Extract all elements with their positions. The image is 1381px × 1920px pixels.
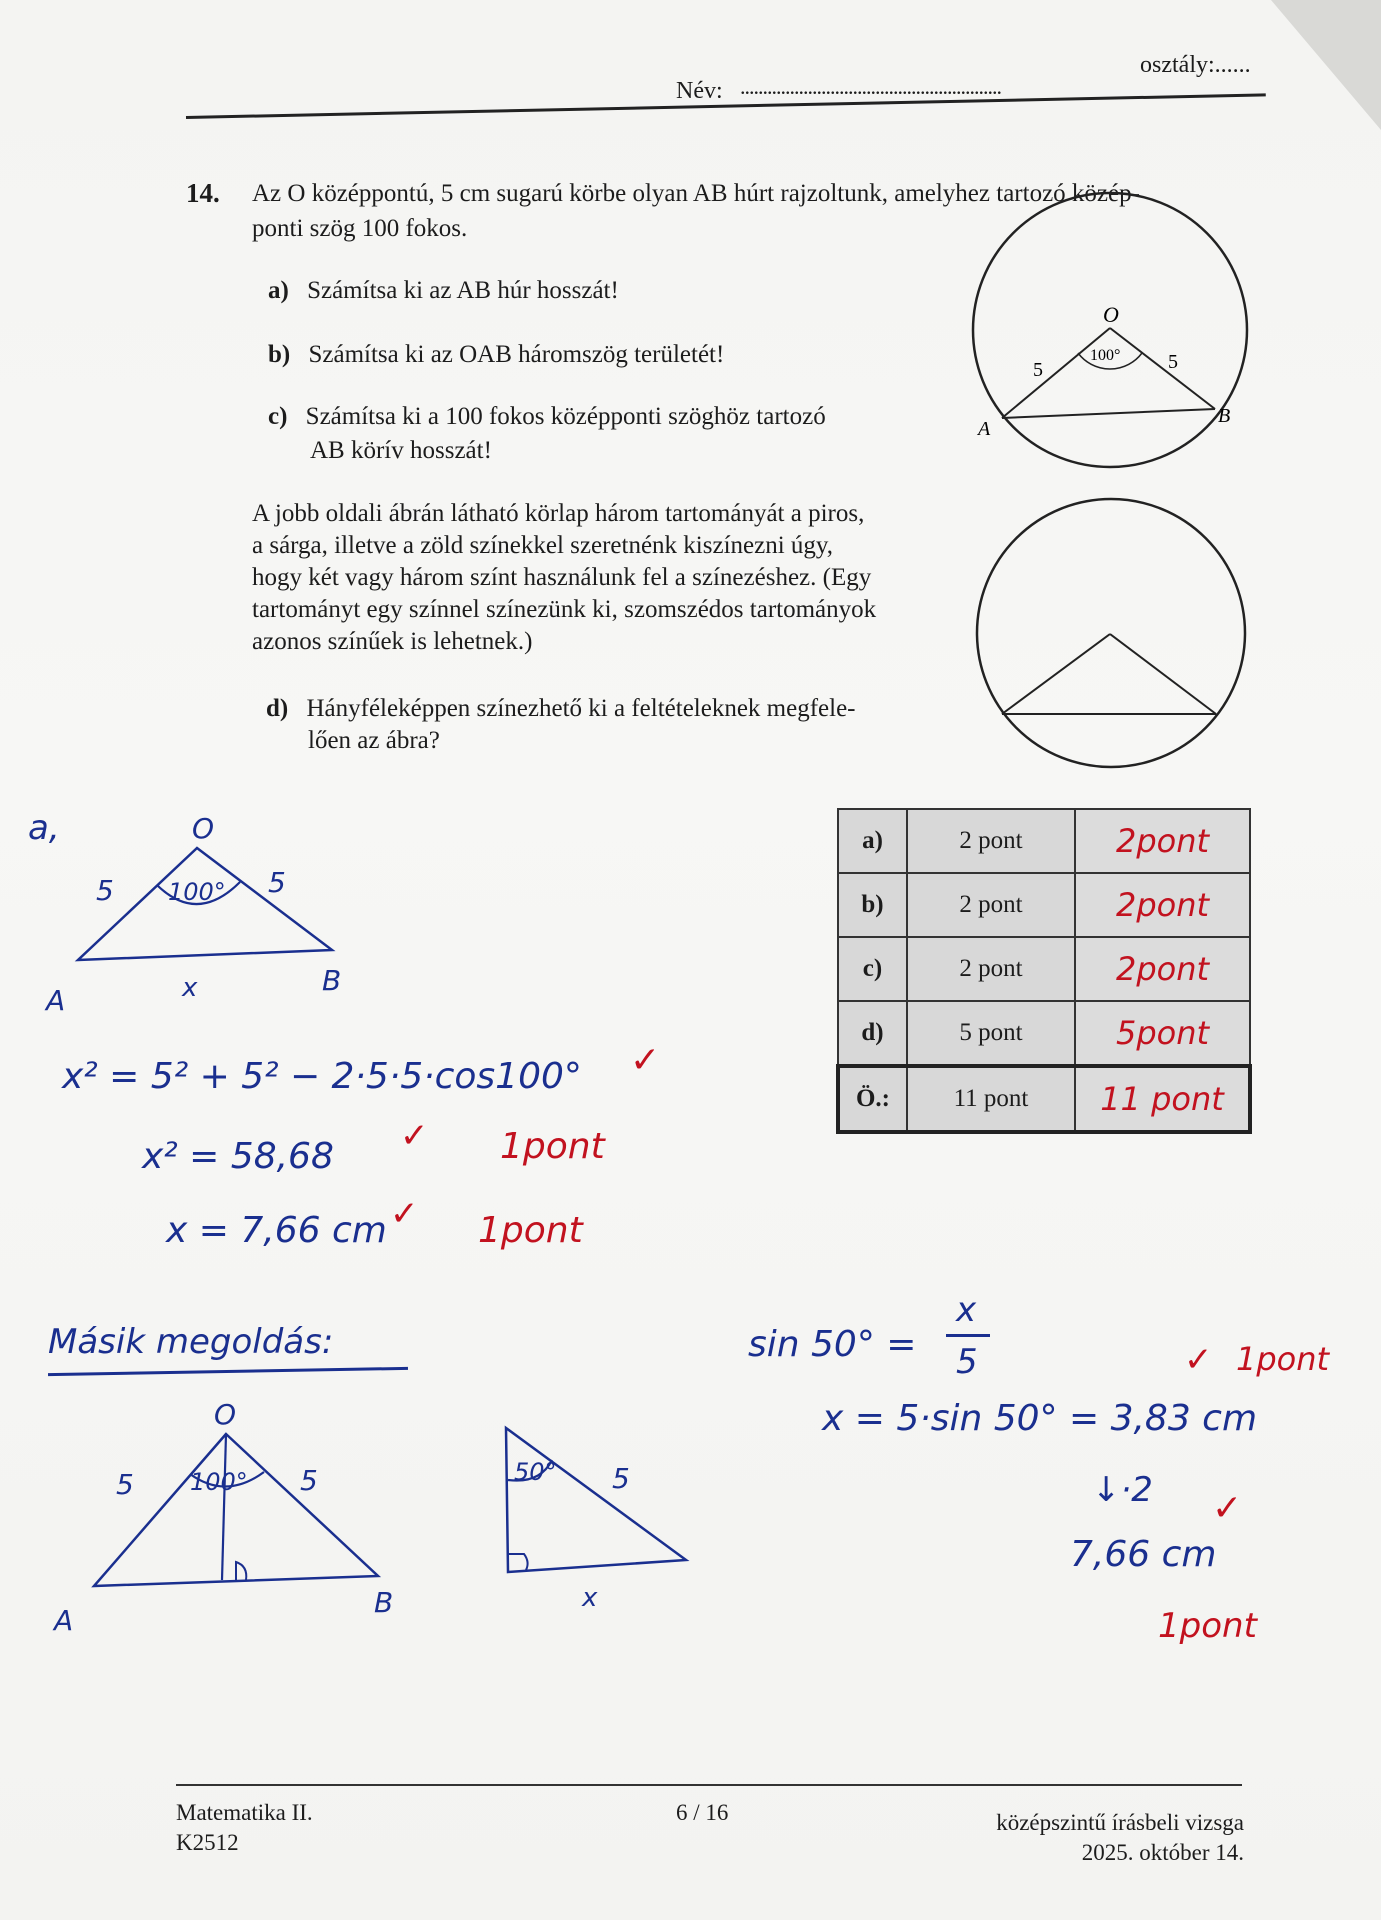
- tri2-altitude: [222, 1434, 226, 1580]
- part-d-text-2: lően az ábra?: [308, 727, 440, 754]
- tri3-outline: [506, 1428, 686, 1572]
- figure2-side-right: [1110, 634, 1216, 714]
- score-row-awarded: 2pont: [1115, 822, 1210, 860]
- footer-code: K2512: [176, 1830, 239, 1855]
- tri3-x: x: [582, 1583, 598, 1610]
- score-row-points: 5 pont: [907, 1001, 1075, 1066]
- part-b-text: Számítsa ki az OAB háromszög területét!: [308, 341, 725, 368]
- footer-right: [900, 1808, 1244, 1868]
- footer-subject: Matematika II.: [176, 1800, 313, 1825]
- circle-figure-2: [966, 494, 1256, 772]
- part-c: [268, 400, 826, 434]
- part-d-label: d): [266, 695, 289, 722]
- score-table: [836, 808, 1252, 1134]
- score-row: [838, 1001, 1250, 1066]
- hand-eq-3: x = 7,66 cm: [166, 1210, 387, 1251]
- tri1-a: A: [46, 984, 66, 1017]
- tri1-o: O: [192, 812, 215, 845]
- hand-eq-2: x² = 58,68: [142, 1136, 334, 1177]
- figure1-o: O: [1103, 302, 1119, 327]
- coloring-line-1: A jobb oldali ábrán látható körlap három tartományát a piros,: [252, 500, 865, 527]
- part-d: [266, 692, 856, 726]
- part-a-label: a): [268, 277, 289, 304]
- check-mark-4: ✓: [1184, 1340, 1213, 1380]
- page-corner-shadow: [1271, 0, 1381, 130]
- tri2-a: A: [54, 1604, 74, 1637]
- hand-result: 7,66 cm: [1070, 1534, 1217, 1575]
- hand-mark-2: 1pont: [478, 1210, 583, 1251]
- hand-triangle-3: [490, 1410, 700, 1610]
- check-mark-5: ✓: [1212, 1488, 1243, 1529]
- score-total-points: 11 pont: [907, 1066, 1075, 1132]
- part-a-text: Számítsa ki az AB húr hosszát!: [307, 277, 619, 304]
- hand-triangle-1: [40, 800, 380, 1020]
- tri2-angle: 100°: [190, 1468, 248, 1496]
- figure1-a: A: [978, 418, 991, 440]
- hand-mark-3: 1pont: [1236, 1340, 1330, 1378]
- part-c-text-2: AB körív hosszát!: [310, 437, 492, 464]
- figure2-circle: [977, 499, 1245, 767]
- header-rule: [186, 93, 1266, 119]
- tri2-right: 5: [300, 1464, 318, 1497]
- figure1-radius-b: [1110, 328, 1215, 409]
- figure1-chord: [1002, 409, 1215, 418]
- check-mark-3: ✓: [390, 1194, 419, 1234]
- part-d-text: Hányféleképpen színezhető ki a feltételeknek megfele-: [306, 695, 856, 722]
- check-mark-1: ✓: [630, 1040, 661, 1081]
- intro-line-1: Az O középpontú, 5 cm sugarú körbe olyan AB húrt rajzoltunk, amelyhez tartozó közép-: [252, 180, 1140, 207]
- hand-times-two: ↓·2: [1092, 1470, 1153, 1510]
- figure1-right: 5: [1168, 351, 1178, 373]
- part-a: [268, 274, 619, 308]
- alt-title: Másik megoldás:: [48, 1322, 334, 1362]
- footer-rule: [176, 1784, 1242, 1786]
- tri1-angle: 100°: [168, 878, 226, 906]
- hand-triangle-2: [40, 1390, 420, 1640]
- part-c-label: c): [268, 403, 288, 430]
- tri2-right-angle: [236, 1562, 246, 1580]
- sin-numerator: x: [956, 1290, 977, 1330]
- coloring-paragraph: [252, 498, 952, 658]
- hand-mark-4: 1pont: [1158, 1606, 1257, 1646]
- tri1-x: x: [182, 973, 198, 1003]
- class-label: osztály:......: [1140, 52, 1251, 78]
- coloring-line-4: tartományt egy színnel színezünk ki, szomszédos tartományok: [252, 596, 877, 623]
- score-row-points: 2 pont: [907, 809, 1075, 873]
- footer-date: 2025. október 14.: [1081, 1840, 1244, 1865]
- coloring-line-3: hogy két vagy három színt használunk fel a színezéshez. (Egy: [252, 564, 872, 591]
- score-row-label: b): [838, 873, 907, 937]
- name-dots: ..........................................................: [740, 74, 1001, 99]
- check-mark-2: ✓: [400, 1116, 429, 1156]
- name-label: Név:: [676, 78, 723, 104]
- tri3-hyp: 5: [612, 1462, 630, 1495]
- score-row-awarded: 2pont: [1115, 886, 1210, 924]
- sin-denominator: 5: [956, 1342, 978, 1382]
- score-row-label: a): [838, 809, 907, 873]
- hand-part-label: a,: [28, 808, 60, 848]
- coloring-line-5: azonos színűek is lehetnek.): [252, 628, 533, 655]
- score-row: [838, 809, 1250, 873]
- score-total-label: Ö.:: [838, 1066, 907, 1132]
- part-b: [268, 338, 724, 372]
- score-row-awarded: 5pont: [1115, 1014, 1210, 1052]
- part-b-label: b): [268, 341, 291, 368]
- score-row: [838, 937, 1250, 1001]
- sin-fraction-bar: [946, 1334, 990, 1337]
- coloring-line-2: a sárga, illetve a zöld színekkel szeretnénk kiszínezni úgy,: [252, 532, 834, 559]
- tri2-b: B: [374, 1586, 394, 1619]
- tri2-left: 5: [116, 1468, 134, 1501]
- hand-mark-1: 1pont: [500, 1126, 605, 1167]
- part-c-text: Számítsa ki a 100 fokos középponti szöghöz tartozó: [305, 403, 826, 430]
- intro-line-2: ponti szög 100 fokos.: [252, 215, 468, 242]
- figure1-left: 5: [1033, 359, 1043, 381]
- tri2-o: O: [214, 1398, 237, 1431]
- alt-title-underline: [48, 1367, 408, 1376]
- tri3-right-angle: [508, 1554, 528, 1570]
- tri1-b: B: [322, 964, 342, 997]
- footer-exam-type: középszintű írásbeli vizsga: [996, 1810, 1244, 1835]
- footer-page-number: 6 / 16: [676, 1800, 729, 1825]
- score-row-points: 2 pont: [907, 937, 1075, 1001]
- figure2-side-left: [1002, 634, 1110, 714]
- score-row-awarded: 2pont: [1115, 950, 1210, 988]
- score-total-awarded: 11 pont: [1100, 1080, 1224, 1118]
- footer-left: [176, 1798, 313, 1858]
- score-row-label: c): [838, 937, 907, 1001]
- figure1-angle: 100°: [1090, 347, 1121, 364]
- circle-figure-1: [960, 190, 1260, 480]
- score-total-row: [838, 1066, 1250, 1132]
- tri1-left: 5: [96, 874, 114, 907]
- figure1-circle: [973, 193, 1247, 467]
- score-row-points: 2 pont: [907, 873, 1075, 937]
- problem-number: 14.: [186, 178, 220, 208]
- tri3-angle: 50°: [514, 1458, 557, 1486]
- score-row-label: d): [838, 1001, 907, 1066]
- figure1-radius-a: [1002, 328, 1110, 418]
- score-row: [838, 873, 1250, 937]
- hand-eq-sin: x = 5·sin 50° = 3,83 cm: [822, 1398, 1258, 1439]
- hand-eq-1: x² = 5² + 5² − 2·5·5·cos100°: [62, 1056, 582, 1097]
- sin-lhs: sin 50° =: [748, 1324, 917, 1365]
- figure1-b: B: [1218, 405, 1231, 427]
- tri1-right: 5: [268, 866, 286, 899]
